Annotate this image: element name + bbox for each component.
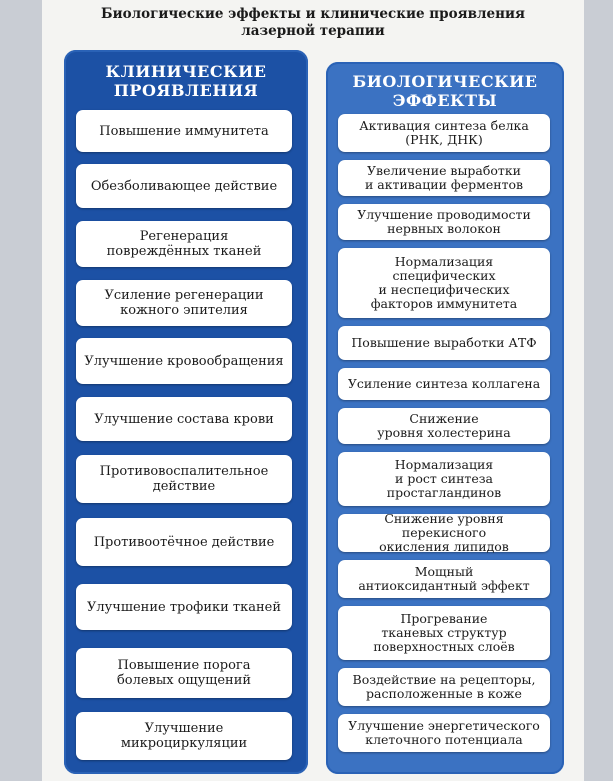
clinical-item: Улучшение трофики тканей (76, 584, 292, 630)
biological-item: Активация синтеза белка (РНК, ДНК) (338, 114, 550, 152)
biological-item: Прогревание тканевых структур поверхностных слоёв (338, 606, 550, 660)
biological-item: Воздействие на рецепторы, расположенные в коже (338, 668, 550, 706)
clinical-item: Противоотёчное действие (76, 518, 292, 566)
biological-item: Нормализация и рост синтеза простагландинов (338, 452, 550, 506)
clinical-item: Улучшение микроциркуляции (76, 712, 292, 760)
biological-item: Усиление синтеза коллагена (338, 368, 550, 400)
biological-item: Снижение уровня холестерина (338, 408, 550, 444)
poster (42, 0, 584, 781)
biological-item: Улучшение энергетического клеточного потенциала (338, 714, 550, 752)
clinical-heading: КЛИНИЧЕСКИЕ ПРОЯВЛЕНИЯ (105, 62, 267, 100)
clinical-manifestations-panel (64, 50, 308, 774)
biological-item: Мощный антиоксидантный эффект (338, 560, 550, 598)
clinical-item: Обезболивающее действие (76, 164, 292, 208)
biological-item: Нормализация специфических и неспецифических факторов иммунитета (338, 248, 550, 318)
clinical-item: Повышение иммунитета (76, 110, 292, 152)
biological-effects-panel (326, 62, 564, 774)
clinical-item: Улучшение состава крови (76, 397, 292, 441)
clinical-item: Усиление регенерации кожного эпителия (76, 280, 292, 326)
clinical-item: Улучшение кровообращения (76, 338, 292, 384)
clinical-item: Регенерация повреждённых тканей (76, 221, 292, 267)
clinical-item: Противовоспалительное действие (76, 455, 292, 503)
clinical-item: Повышение порога болевых ощущений (76, 648, 292, 698)
poster-title: Биологические эффекты и клинические проявления лазерной терапии (101, 6, 525, 39)
biological-item: Снижение уровня перекисного окисления липидов (338, 514, 550, 552)
biological-item: Повышение выработки АТФ (338, 326, 550, 360)
biological-heading: БИОЛОГИЧЕСКИЕ ЭФФЕКТЫ (352, 72, 538, 110)
biological-item: Улучшение проводимости нервных волокон (338, 204, 550, 240)
biological-item: Увеличение выработки и активации ферментов (338, 160, 550, 196)
